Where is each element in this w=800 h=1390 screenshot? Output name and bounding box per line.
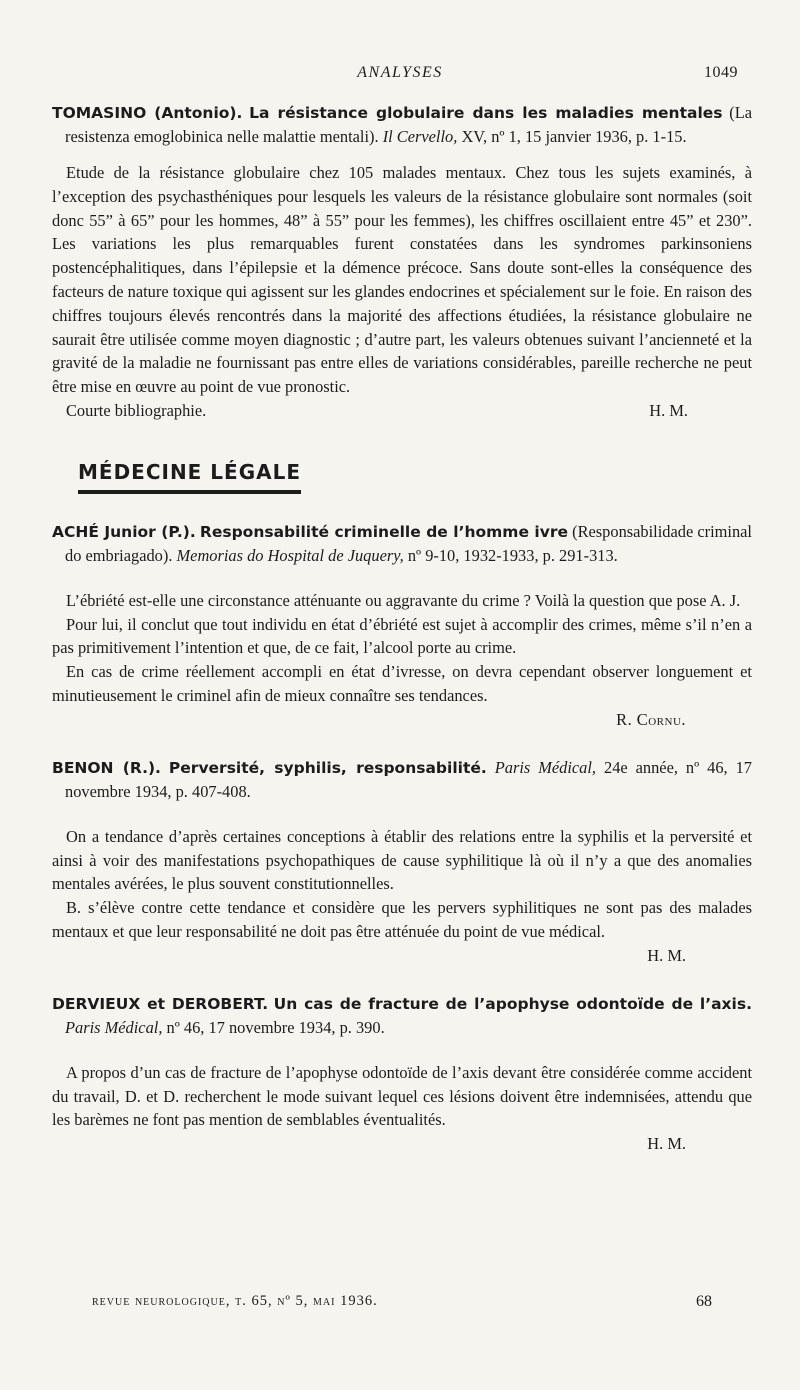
running-header xyxy=(50,64,750,88)
entry-paragraph: L’ébriété est-elle une circonstance atténuante ou aggravante du crime ? Voilà la question que pose A. J. xyxy=(66,590,741,610)
entry-signature: H. M. xyxy=(647,1134,686,1154)
entry-title: Perversité, syphilis, responsabilité. xyxy=(168,758,487,777)
entry-reference: nº 46, 17 novembre 1934, p. 390. xyxy=(166,1017,385,1037)
entry-journal: Il Cervello, xyxy=(382,127,458,146)
entry-reference: nº 9-10, 1932-1933, p. 291-313. xyxy=(407,545,618,565)
entry-author: DERVIEUX et DEROBERT. xyxy=(52,994,269,1013)
entry-original-title: (La resistenza emoglobinica nelle malattie mentali). xyxy=(65,103,752,146)
entry-author: TOMASINO (Antonio). xyxy=(52,104,243,122)
entry-signature: H. M. xyxy=(647,945,686,965)
entry-journal: Paris Médical, xyxy=(65,1017,163,1037)
section-title: MÉDECINE LÉGALE xyxy=(78,460,301,494)
section-header xyxy=(52,460,752,494)
entry-title: Un cas de fracture de l’apophyse odontoïde de l’axis. xyxy=(273,994,752,1013)
entry-signature: H. M. xyxy=(649,400,688,420)
entry-reference: 24e année, nº 46, 17 novembre 1934, p. 407-408. xyxy=(65,757,752,801)
entry-journal: Paris Médical, xyxy=(494,757,597,777)
footer-journal: revue neurologique, t. 65, nº 5, mai 1936. xyxy=(92,1293,378,1309)
entry-paragraph: Pour lui, il conclut que tout individu en état d’ébriété est sujet à accomplir des crimes, même s’il n’en a pas primitivement l’intention et que, de ce fait, l’alcool porte au crime. xyxy=(52,614,752,658)
page-footer xyxy=(92,1293,712,1310)
entry-footer xyxy=(52,399,752,423)
entry-note: Courte bibliographie. xyxy=(66,400,207,420)
entry-heading xyxy=(52,520,752,567)
entry-paragraph: Etude de la résistance globulaire chez 105 malades mentaux. Chez tous les sujets examinés, à l’exception des psychasthéniques pour lesquels les valeurs de la résistance globulaire sont normales (soit donc 55” à 65” pour les hommes, 48” à 55” pour les femmes), les chiffres oscillaient entre 45” et 230”. Les variations les plus remarquables furent constatées dans les syndromes parkinsoniens postencéphalitiques, dans l’épilepsie et la démence précoce. Sans doute sont-elles la conséquence des facteurs de nature toxique qui agissent sur les glandes endocrines et spécialement sur le foie. En raison des chiffres toujours élevés rencontrés dans la majorité des affections étudiées, la résistance globulaire ne saurait être utilisée comme moyen diagnostic ; d’autre part, les valeurs obtenues suivant l’ancienneté et la gravité de la maladie ne fournissant pas entre elles de variations considérables, pareille recherche ne peut être mise en œuvre au point de vue pronostic. xyxy=(52,163,752,397)
entry-author: BENON (R.). xyxy=(52,758,161,777)
entry-title: La résistance globulaire dans les maladies mentales xyxy=(249,104,723,122)
entry-journal: Memorias do Hospital de Juquery, xyxy=(176,545,404,565)
entry-title: Responsabilité criminelle de l’homme ivre xyxy=(199,522,568,541)
entry-paragraph: B. s’élève contre cette tendance et considère que les pervers syphilitiques ne sont pas des malades mentaux et que leur responsabilité ne doit pas être atténuée du point de vue médical. xyxy=(52,898,752,941)
entry-ache xyxy=(52,520,752,732)
entry-benon xyxy=(52,756,752,968)
entry-paragraph: On a tendance d’après certaines conceptions à établir des relations entre la syphilis et la perversité et ainsi à voir des manifestations psychopathiques de cause syphilitique là où il n’y a que des anomalies mentales avérées, le plus souvent constitutionnelles. xyxy=(52,826,752,894)
entry-tomasino xyxy=(52,101,752,423)
page-content xyxy=(52,101,752,1156)
footer-number: 68 xyxy=(696,1293,712,1310)
entry-paragraph: En cas de crime réellement accompli en état d’ivresse, on devra cependant observer longuement et minutieusement le criminel afin de mieux connaître ses tendances. xyxy=(52,662,752,705)
entry-author: ACHÉ Junior (P.). xyxy=(52,522,196,541)
entry-heading xyxy=(52,101,752,148)
entry-heading xyxy=(52,756,752,803)
entry-signature: R. Cornu. xyxy=(616,709,686,729)
entry-original-title: (Responsabilidade criminal do embriagado). xyxy=(65,521,752,565)
entry-paragraph: A propos d’un cas de fracture de l’apophyse odontoïde de l’axis devant être considérée comme accident du travail, D. et D. recherchent le mode suivant lequel ces lésions doivent être indemnisées, attendu que les barèmes ne font pas mention de semblables éventualités. xyxy=(52,1062,752,1130)
page-number: 1049 xyxy=(704,64,738,81)
running-title: ANALYSES xyxy=(357,64,443,81)
entry-heading xyxy=(52,992,752,1039)
entry-dervieux xyxy=(52,992,752,1156)
entry-reference: XV, nº 1, 15 janvier 1936, p. 1-15. xyxy=(461,127,687,146)
